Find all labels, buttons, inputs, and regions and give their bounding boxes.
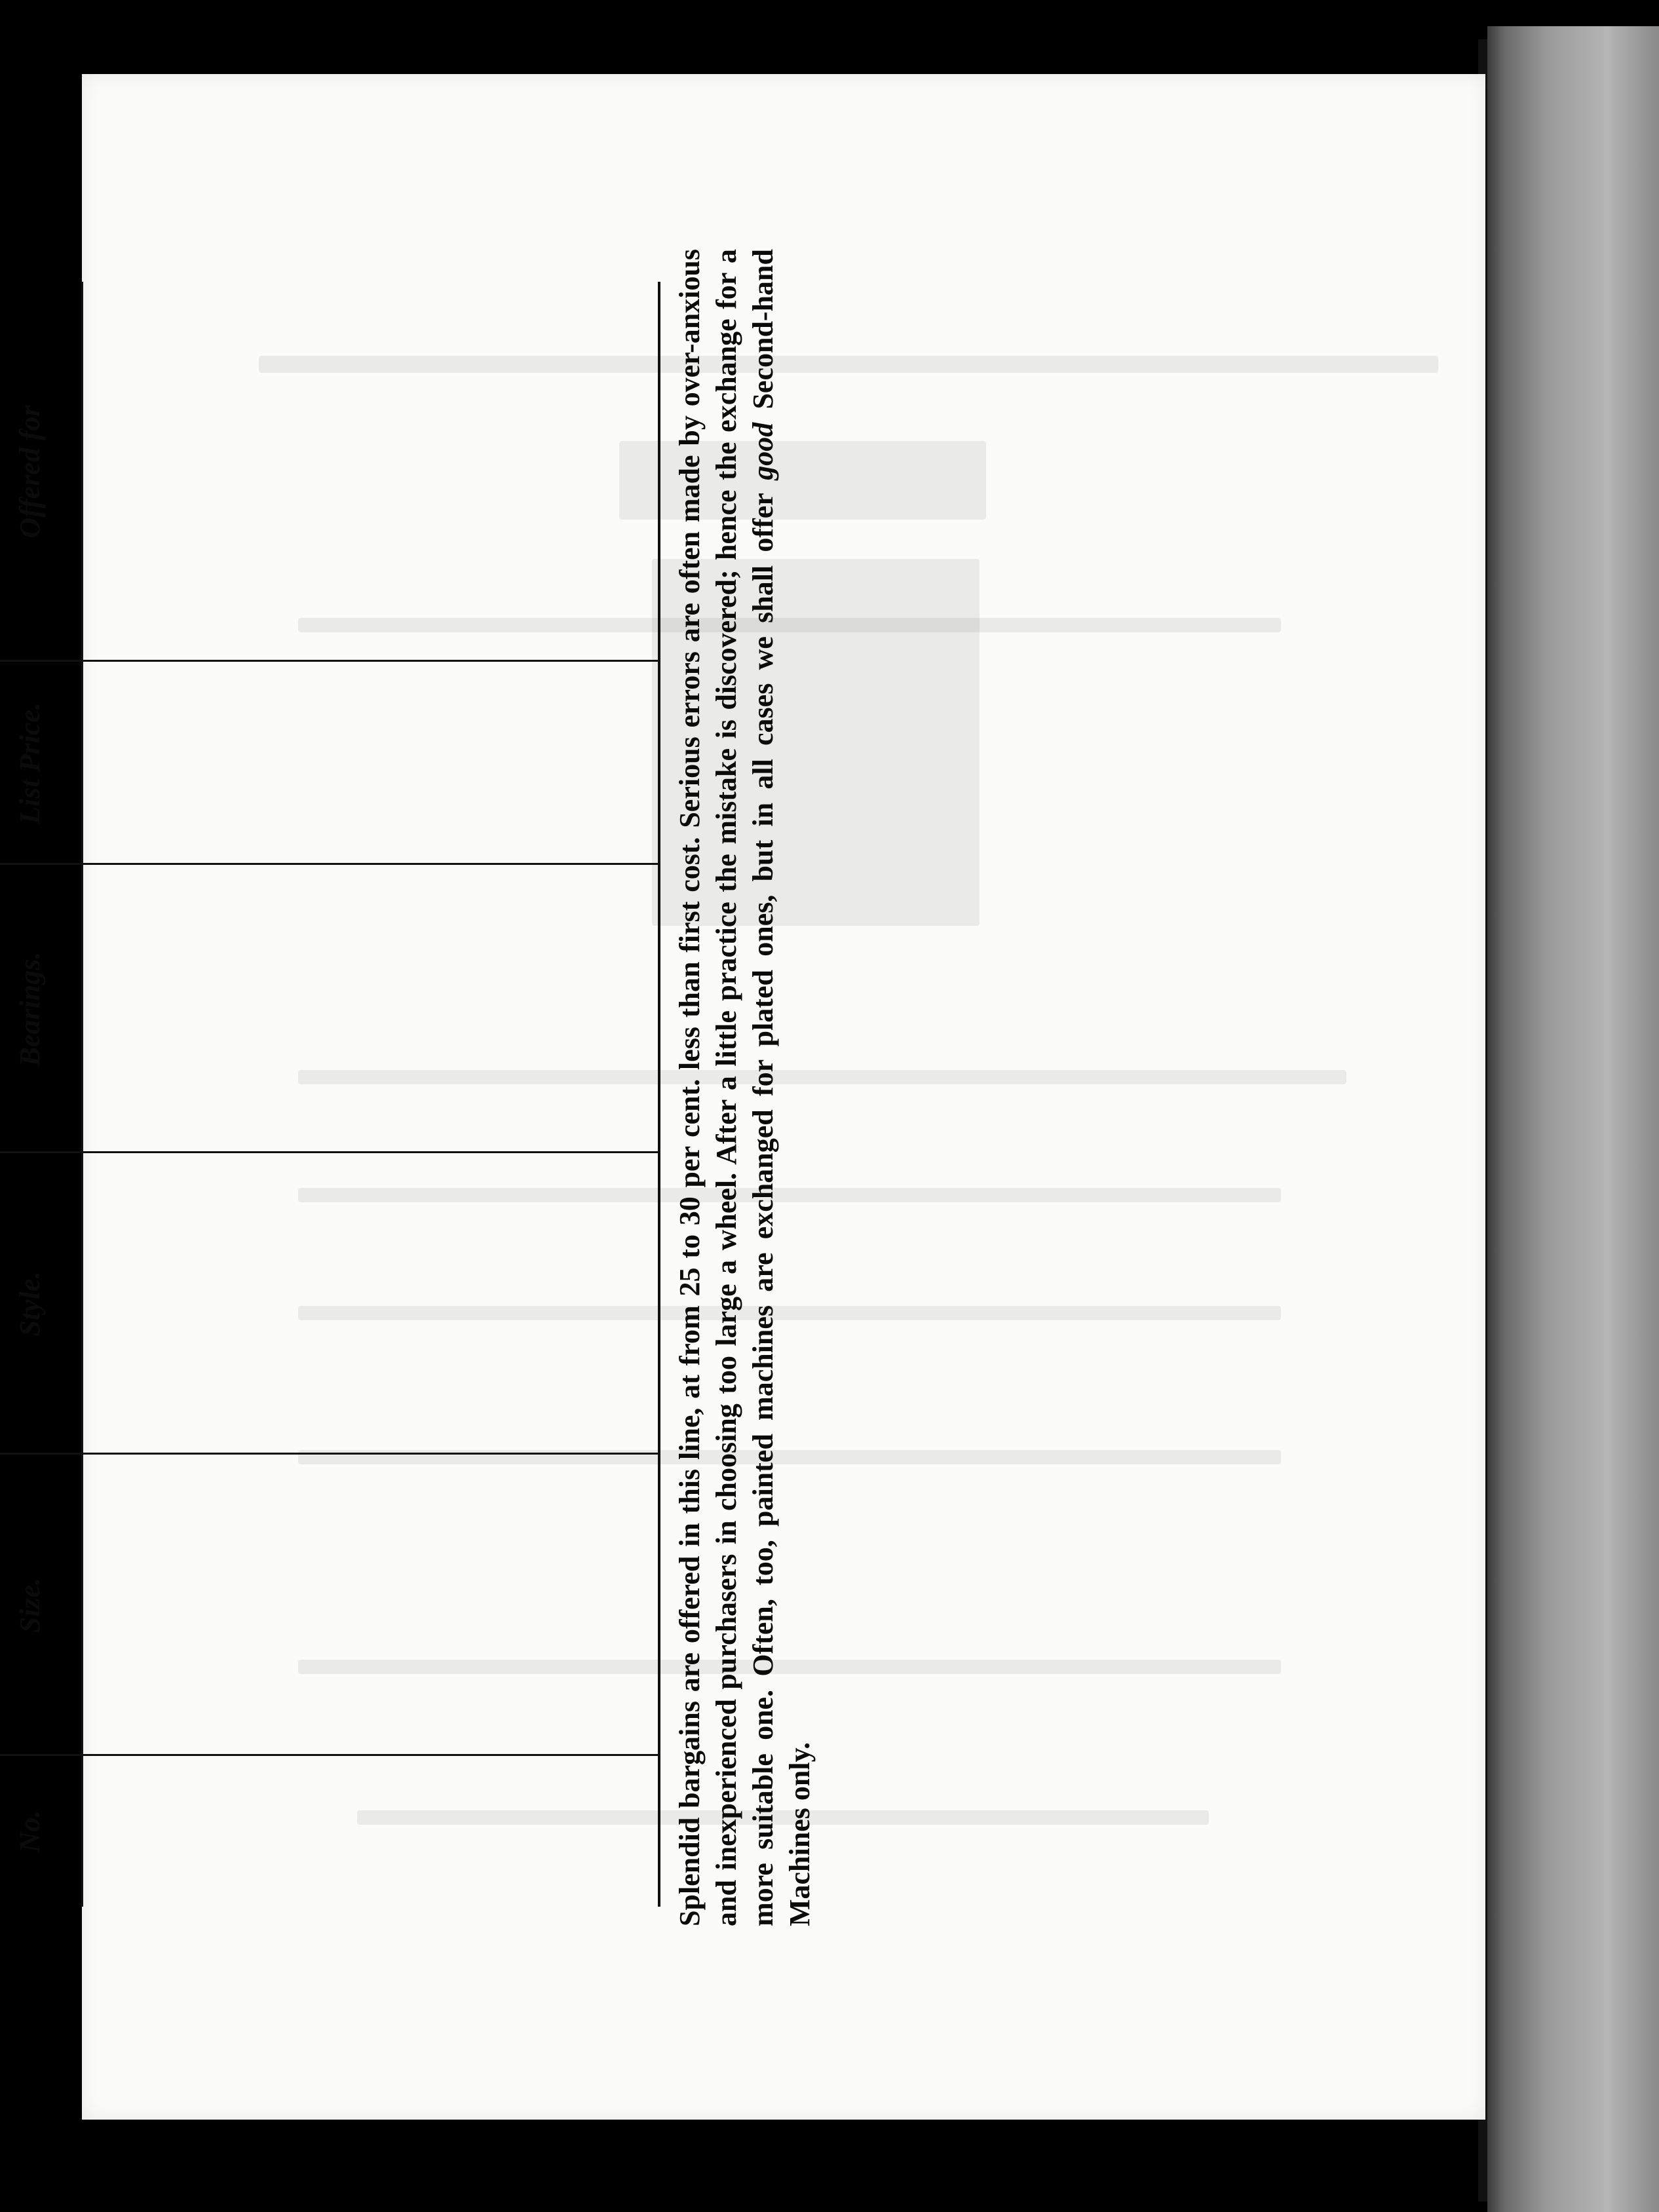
footer-text-end: Second-hand Machines only.: [747, 249, 816, 1926]
table-column-size: [0, 1453, 658, 1756]
table-column-list-price: [0, 660, 658, 865]
table-header-cell: [0, 660, 81, 865]
table-column-bearings: [0, 863, 658, 1153]
footer-paragraph: [672, 249, 818, 1926]
facing-page-edge: [1487, 26, 1659, 2212]
table-column-offered-for: [0, 282, 658, 662]
machines-table: [0, 282, 660, 1907]
table-column-style: [0, 1151, 658, 1455]
rotated-page-content: [0, 216, 816, 1972]
header-bearings: Bearings.: [14, 951, 46, 1067]
header-offered-for: Offered for: [14, 405, 46, 539]
table-column-no: [0, 1754, 658, 1907]
table-header-cell: [0, 1151, 81, 1455]
table-header-row: [0, 282, 83, 1907]
footer-emphasis: good: [747, 422, 779, 480]
table-header-cell: [0, 282, 81, 662]
header-no: No.: [14, 1810, 46, 1853]
header-style: Style.: [14, 1271, 46, 1337]
header-size: Size.: [14, 1577, 46, 1633]
table-header-cell: [0, 1754, 81, 1907]
header-list-price: List Price.: [14, 702, 46, 824]
footer-text: Splendid bargains are offered in this line, at from 25 to 30 per cent. less than first cost. Serious errors are often made by over-anxious and inexperienced purchasers in choosing too large a wheel. After a little practice the mistake is discovered; hence the exchange for a more suitable one. Often, too, painted machines are exchanged for plated ones, but in all cases we shall offer: [674, 249, 779, 1926]
table-header-cell: [0, 863, 81, 1153]
table-header-cell: [0, 1453, 81, 1756]
